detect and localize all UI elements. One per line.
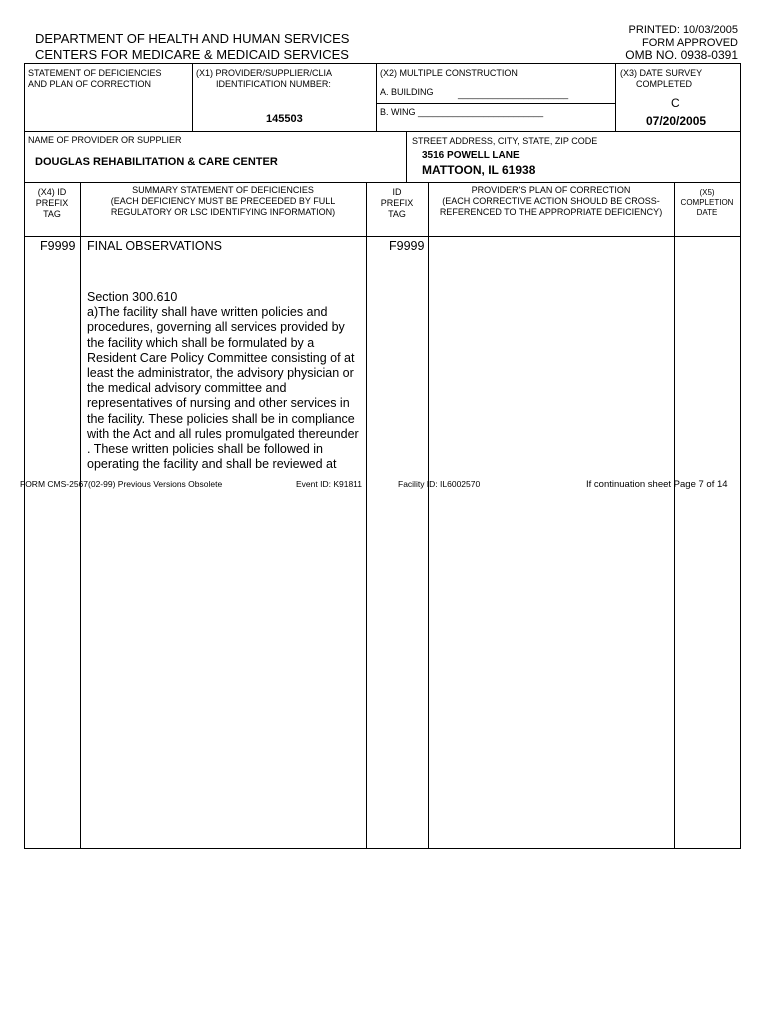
rule-col-tag — [80, 182, 81, 848]
address-label: STREET ADDRESS, CITY, STATE, ZIP CODE — [412, 136, 598, 146]
rule-colhead-bottom — [24, 236, 740, 237]
omb-number: OMB NO. 0938-0391 — [625, 48, 738, 62]
rule-row2-bottom — [24, 182, 740, 183]
x1-label-1: (X1) PROVIDER/SUPPLIER/CLIA — [196, 68, 333, 78]
street-address: 3516 POWELL LANE — [422, 150, 520, 161]
col-x5-header: (X5) COMPLETION DATE — [680, 188, 734, 217]
rule-x2-divider — [376, 103, 615, 104]
event-id: Event ID: K91811 — [296, 479, 362, 489]
col-x4-header: (X4) ID PREFIX TAG — [35, 187, 69, 219]
rule-bottom — [24, 848, 741, 849]
deficiency-body: Section 300.610 a)The facility shall have written policies and procedures, governing all services provided by the facility which shall be formulated by a Resident Care Policy Committee consisting of at least the administrator, the advisory physician or the medical advisory committee and representatives of nursing and other services in the facility. These policies shall be in compliance with the Act and all rules promulgated thereunder . These written policies shall be followed in operating the facility and shall be reviewed at — [87, 290, 359, 472]
form-footer: FORM CMS-2567(02-99) Previous Versions Obsolete — [20, 479, 223, 489]
x2-label: (X2) MULTIPLE CONSTRUCTION — [380, 68, 518, 78]
x2-wing: B. WING _________________________ — [380, 107, 544, 117]
col-summary-header: SUMMARY STATEMENT OF DEFICIENCIES (EACH DEFICIENCY MUST BE PRECEEDED BY FULL REGULATORY OR LSC IDENTIFYING INFORMATION) — [110, 185, 336, 217]
rule-x2-left — [376, 63, 377, 131]
x3-label-2: COMPLETED — [636, 79, 693, 89]
city-state-zip: MATTOON, IL 61938 — [422, 163, 536, 177]
provider-label: NAME OF PROVIDER OR SUPPLIER — [28, 135, 182, 145]
deficiency-title: FINAL OBSERVATIONS — [87, 239, 222, 253]
rule-col-plan — [674, 182, 675, 848]
x1-label-2: IDENTIFICATION NUMBER: — [216, 79, 331, 89]
rule-col-id — [428, 182, 429, 848]
rule-right — [740, 63, 741, 848]
rule-address-left — [406, 131, 407, 182]
col-id-header: ID PREFIX TAG — [380, 187, 414, 219]
x2-building-line: ______________________ — [458, 89, 569, 99]
department-line2: CENTERS FOR MEDICARE & MEDICAID SERVICES — [35, 47, 349, 62]
x2-building: A. BUILDING — [380, 87, 434, 97]
provider-id-number: 145503 — [266, 113, 303, 125]
deficiency-tag: F9999 — [40, 239, 76, 253]
survey-code: C — [671, 96, 680, 110]
rule-left — [24, 63, 25, 848]
rule-row1-bottom — [24, 131, 740, 132]
plan-tag: F9999 — [389, 239, 425, 253]
facility-id: Facility ID: IL6002570 — [398, 479, 481, 489]
provider-name: DOUGLAS REHABILITATION & CARE CENTER — [35, 156, 278, 168]
col-plan-header: PROVIDER'S PLAN OF CORRECTION (EACH CORRECTIVE ACTION SHOULD BE CROSS- REFERENCED TO THE APPROPRIATE DEFICIENCY) — [439, 185, 663, 217]
continuation-page: If continuation sheet Page 7 of 14 — [586, 479, 728, 490]
x3-label-1: (X3) DATE SURVEY — [620, 68, 703, 78]
rule-top — [24, 63, 740, 64]
rule-x1-left — [192, 63, 193, 131]
survey-date: 07/20/2005 — [646, 114, 707, 128]
rule-x3-left — [615, 63, 616, 131]
statement-label-2: AND PLAN OF CORRECTION — [28, 79, 152, 89]
department-line1: DEPARTMENT OF HEALTH AND HUMAN SERVICES — [35, 31, 350, 46]
rule-col-summary — [366, 182, 367, 848]
statement-label-1: STATEMENT OF DEFICIENCIES — [28, 68, 162, 78]
form-approved: FORM APPROVED — [642, 37, 738, 49]
printed-date: PRINTED: 10/03/2005 — [628, 24, 738, 36]
